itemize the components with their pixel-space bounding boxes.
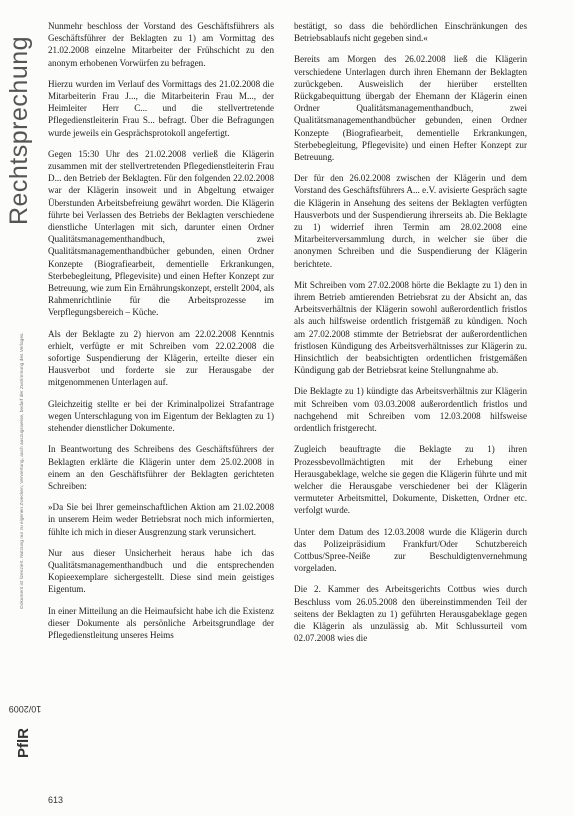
left-column: [48, 20, 274, 641]
paragraph: Unter dem Datum des 12.03.2008 wurde die Klägerin durch das Polizeipräsidium Frankfurt/Oder Schutzbereich Cottbus/Spree-Neiße zur Beschuldigtenvernehmung vorgeladen.: [294, 526, 527, 574]
journal-issue: 10/2009: [9, 703, 42, 714]
paragraph: Der für den 26.02.2008 zwischen der Klägerin und dem Vorstand des Geschäftsführers A... e.V. avisierte Gespräch sagte die Klägerin in Ansehung des seitens der Beklagten verfügten Hausverbots und der Suspendierung ihrerseits ab. Die Beklagte zu 1) widerrief ihren Termin am 28.02.2008 eine Mitarbeiterversammlung durch, in welcher sie über die anonymen Schreiben und die Suspendierung der Klägerin berichtete.: [294, 173, 527, 269]
paragraph: Bereits am Morgen des 26.02.2008 ließ die Klägerin verschiedene Unterlagen durch ihren Ehemann der Beklagten zurückgeben. Ausweislich der hierüber erstellten Rückgabequittung übergab der Ehemann der Klägerin einen Ordner Qualitätsmanagementhandbuch, zwei Qualitätsmanagementhandbücher gebunden, einen Ordner Konzepte (Biografiearbeit, dementielle Erkrankungen, Sterbebegleitung, Pflegevisite) und einen Hefter Konzept zur Betreuung.: [294, 54, 527, 163]
paragraph: In Beantwortung des Schreibens des Geschäftsführers der Beklagten erklärte die Klägerin unter dem 25.02.2008 in einem an den Geschäftsführer der Beklagten gerichteten Schreiben:: [48, 444, 274, 491]
paragraph: Als der Beklagte zu 2) hiervon am 22.02.2008 Kenntnis erhielt, verfügte er mit Schreiben vom 22.02.2008 die sofortige Suspendierung der Klägerin, erteilte dieser ein Hausverbot und forderte sie zur Herausgabe der mitgenommenen Unterlagen auf.: [48, 328, 274, 388]
paragraph: Gegen 15:30 Uhr des 21.02.2008 verließ die Klägerin zusammen mit der stellvertretenden Pflegedienstleiterin Frau D... den Betrieb der Beklagten. Für den folgenden 22.02.2008 war der Klägerin insoweit und in Abgeltung etwaiger Überstunden Arbeitsbefreiung gewährt worden. Die Klägerin führte bei Verlassen des Betriebs der Beklagten verschiedene dienstliche Unterlagen mit sich, darunter einen Ordner Qualitätsmanagementhandbuch, zwei Qualitätsmanagementhandbücher gebunden, einen Ordner Konzepte (Biografiearbeit, dementielle Erkrankungen, Sterbebegleitung, Pflegevisite) und einen Hefter Konzept zur Betreuung, wie zum Ein Ernährungskonzept, erstellt 2004, als Rahmenrichtlinie für die Arbeitsprozesse im Verpflegungsbereich – Küche.: [48, 148, 274, 318]
paragraph: Nunmehr beschloss der Vorstand des Geschäftsführers als Geschäftsführer der Beklagten zu 1) am Vormittag des 21.02.2008 einzelne Mitarbeiter der Frühschicht zu den anonym erhobenen Vorwürfen zu befragen.: [48, 21, 274, 68]
page-number: 613: [48, 795, 64, 805]
journal-abbrev: PflR: [15, 727, 33, 758]
copyright-note-text: Dokument ist lizenziert. Nutzung nur zu eigenen Zwecken; Verwertung, auch auszugsweise, bedarf der Zustimmung des Verlages.: [19, 331, 25, 609]
journal-mark: [9, 660, 42, 790]
journal-mark-inner: [9, 692, 42, 758]
paragraph: Nur aus dieser Unsicherheit heraus habe ich das Qualitätsmanagementhandbuch und die entsprechenden Kopieexemplare sichergestellt. Diese sind mein geistiges Eigentum.: [48, 547, 274, 595]
section-title-text: Rechtsprechung: [5, 35, 34, 225]
paragraph: »Da Sie bei Ihrer gemeinschaftlichen Aktion am 21.02.2008 in unserem Heim weder Betriebsrat noch mich informierten, fühlte ich mich in dieser Ausgrenzung stark verunsichert.: [48, 502, 274, 537]
paragraph: In einer Mitteilung an die Heimaufsicht habe ich die Existenz dieser Dokumente als persönliche Arbeitsgrundlage der Pflegedienstleitung unseres Heims: [48, 605, 274, 640]
paragraph: Hierzu wurden im Verlauf des Vormittags des 21.02.2008 die Mitarbeiterin Frau J..., die Mitarbeiterin Frau M..., der Heimleiter Herr C... und die stellvertretende Pflegedienstleiterin Frau S... befragt. Über die Befragungen wurde jeweils ein Gesprächsprotokoll angefertigt.: [48, 78, 274, 138]
paragraph: Die 2. Kammer des Arbeitsgerichts Cottbus wies durch Beschluss vom 26.05.2008 den übereinstimmenden Teil der seitens der Beklagten zu 1) geführten Herausgabeklage gegen die Klägerin als unzulässig ab. Mit Schlussurteil vom 02.07.2008 wies die: [294, 584, 527, 644]
right-column: [294, 20, 527, 644]
paragraph: Zugleich beauftragte die Beklagte zu 1) ihren Prozessbevollmächtigten mit der Erhebung einer Herausgabeklage, welche sie gegen die Klägerin führte und mit welcher die Herausgabe verschiedener bei der Klägerin vermuteter Arbeitsmittel, Dokumente, Disketten, Ordner etc. verfolgt wurde.: [294, 444, 527, 516]
paragraph: Mit Schreiben vom 27.02.2008 hörte die Beklagte zu 1) den in ihrem Betrieb amtierenden Betriebsrat zu der Absicht an, das Arbeitsverhältnis der Klägerin sowohl außerordentlich fristlos als auch hilfsweise ordentlich fristgemäß zu kündigen. Noch am 27.02.2008 stimmte der Betriebsrat der außerordentlichen fristlosen Kündigung des Arbeitsverhältnisses zur Klägerin zu. Hinsichtlich der beabsichtigten ordentlichen fristgemäßen Kündigung gab der Betriebsrat keine Stellungnahme ab.: [294, 279, 527, 376]
paragraph: bestätigt, so dass die behördlichen Einschränkungen des Betriebsablaufs nicht gegeben sind.«: [294, 21, 527, 44]
section-title-vertical: [6, 20, 34, 240]
copyright-note-vertical: [16, 260, 28, 680]
paragraph: Die Beklagte zu 1) kündigte das Arbeitsverhältnis zur Klägerin mit Schreiben vom 03.03.2008 außerordentlich fristlos und nachgehend mit Schreiben vom 12.03.2008 hilfsweise ordentlich fristgerecht.: [294, 386, 527, 434]
paragraph: Gleichzeitig stellte er bei der Kriminalpolizei Strafantrage wegen Unterschlagung von im Eigentum der Beklagten zu 1) stehender dienstlicher Dokumente.: [48, 398, 274, 434]
